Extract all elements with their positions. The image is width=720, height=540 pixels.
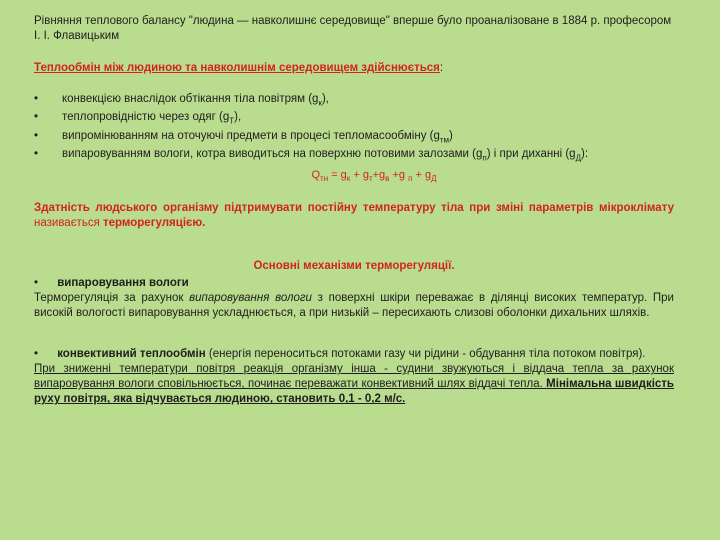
evaporation-text — [34, 291, 674, 321]
thermoregulation-definition — [34, 201, 674, 231]
heading-colon: : — [439, 62, 444, 74]
evaporation-text-part: Терморегуляція за рахунок — [34, 292, 190, 305]
intro-paragraph: Рівняння теплового балансу "людина — навколишнє середовище" вперше було проаналізоване в 1884 р. професором І. І. Флавицьким — [34, 15, 672, 42]
bullet-icon: • — [34, 147, 39, 160]
definition-term: терморегуляцією. — [103, 217, 206, 230]
list-item — [34, 92, 674, 110]
formula-part: +g — [372, 169, 386, 182]
bullet-icon: • — [34, 111, 39, 124]
convection-title: конвективний теплообмін — [57, 348, 206, 361]
item-text: конвекцією внаслідок обтікання тіла повітрям (g — [62, 93, 319, 105]
formula-part: Q — [311, 169, 321, 182]
formula-sub: Д — [431, 174, 437, 184]
heat-exchange-heading-text: Теплообмін між людиною та навколишнім середовищем здійснюється — [34, 62, 440, 74]
formula-part: + g — [412, 169, 432, 182]
formula-part: = g — [328, 169, 347, 182]
formula-sub: в — [385, 174, 390, 184]
item-tail: ) — [449, 129, 453, 142]
convection-paren: (енергія переноситься потоками газу чи рідини - обдування тіла потоком повітря). — [205, 348, 646, 361]
item-text: випаровуванням вологи, котра виводиться на поверхню потовими залозами (g — [62, 147, 483, 160]
item-tail: ), — [234, 111, 242, 124]
evaporation-text-part: з поверхні шкіри переважає в ділянці високих температур. При високій вологості випаровування ускладнюється, а при низькій – пересихають слизові оболонки дихальних шляхів. — [34, 292, 674, 320]
bullet-icon: • — [34, 93, 39, 105]
heat-exchange-heading — [34, 62, 674, 74]
list-item — [34, 129, 674, 147]
item-tail: ): — [581, 147, 589, 160]
heat-exchange-list — [34, 92, 674, 165]
definition-bold: Здатність людського організму підтримувати постійну температуру тіла при зміні параметрів мікроклімату — [34, 202, 674, 215]
item-tail: ), — [321, 93, 329, 105]
convection-text-part: При зниженні температури повітря реакція організму інша - судини звужуються і віддача тепла за рахунок випаровування вологи сповільнюється, починає переважати конвективний шлях віддачі тепла. — [34, 363, 674, 391]
definition-mid: називається — [34, 217, 103, 230]
bullet-icon: • — [34, 129, 39, 142]
item-sub: к — [318, 98, 322, 108]
formula-sub: тн — [320, 174, 329, 184]
evaporation-title-line — [34, 276, 674, 291]
evaporation-title: випаровування вологи — [57, 277, 189, 290]
mechanisms-title: Основні механізми терморегуляції. — [253, 260, 455, 273]
item-sub: Д — [575, 153, 582, 163]
formula-sub: т — [368, 174, 373, 184]
item-sub: п — [482, 153, 487, 163]
item-sub: Т — [229, 116, 235, 126]
heat-balance-formula — [34, 169, 674, 183]
evaporation-text-italic: випаровування вологи — [189, 292, 312, 305]
convection-text — [34, 362, 674, 407]
convection-title-line — [34, 347, 674, 362]
list-item — [34, 147, 674, 165]
item-text: випромінюванням на оточуючі предмети в процесі тепломасообміну (g — [62, 129, 440, 142]
item-sub: тм — [439, 134, 450, 144]
item-tail: ) і при диханні (g — [486, 147, 576, 160]
convection-speed: Мінімальна швидкість руху повітря, яка відчувається людиною, становить 0,1 - 0,2 м/с. — [34, 378, 675, 406]
list-item — [34, 110, 674, 128]
formula-sub: к — [346, 174, 351, 184]
formula-sub: п — [408, 174, 413, 184]
formula-part: +g — [389, 169, 409, 182]
bullet-icon: • — [34, 348, 39, 361]
formula-part: + g — [350, 169, 369, 182]
bullet-icon: • — [34, 277, 39, 290]
item-text: теплопровідністю через одяг (g — [62, 111, 230, 124]
